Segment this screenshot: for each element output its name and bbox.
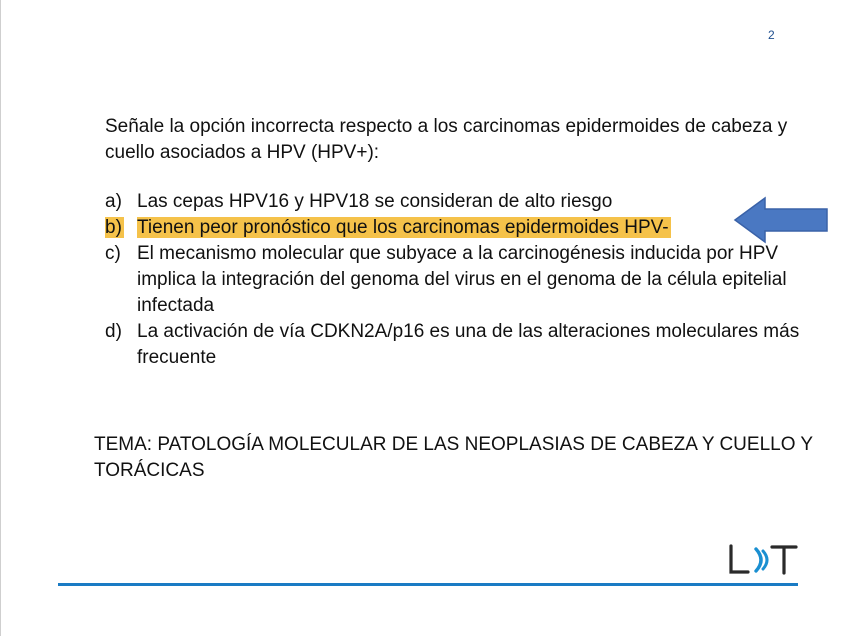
footer-rule (58, 583, 798, 586)
uit-logo-icon (726, 542, 800, 578)
option-text (137, 215, 805, 241)
question-text: Señale la opción incorrecta respecto a los carcinomas epidermoides de cabeza y cuello asociados a HPV (HPV+): (105, 116, 788, 163)
slide-border (0, 0, 1, 636)
option-letter: a) (105, 191, 122, 212)
answer-options (105, 189, 805, 371)
page-number: 2 (768, 28, 775, 42)
option-c (105, 241, 805, 319)
option-letter: d) (105, 321, 122, 342)
option-b (105, 215, 805, 241)
topic-title: TEMA: PATOLOGÍA MOLECULAR DE LAS NEOPLASIAS DE CABEZA Y CUELLO Y TORÁCICAS (94, 434, 813, 481)
option-text: El mecanismo molecular que subyace a la carcinogénesis inducida por HPV implica la integración del genoma del virus en el genoma de la célula epitelial infectada (137, 243, 787, 316)
option-letter (105, 215, 137, 241)
option-letter-text: b) (105, 217, 122, 238)
option-letter: c) (105, 243, 121, 264)
option-d (105, 319, 805, 371)
option-a (105, 189, 805, 215)
arrow-left-icon (733, 196, 829, 244)
option-text: Las cepas HPV16 y HPV18 se consideran de alto riesgo (137, 191, 613, 212)
option-text-highlighted: Tienen peor pronóstico que los carcinomas epidermoides HPV- (137, 217, 669, 238)
option-text: La activación de vía CDKN2A/p16 es una de las alteraciones moleculares más frecuente (137, 321, 800, 368)
